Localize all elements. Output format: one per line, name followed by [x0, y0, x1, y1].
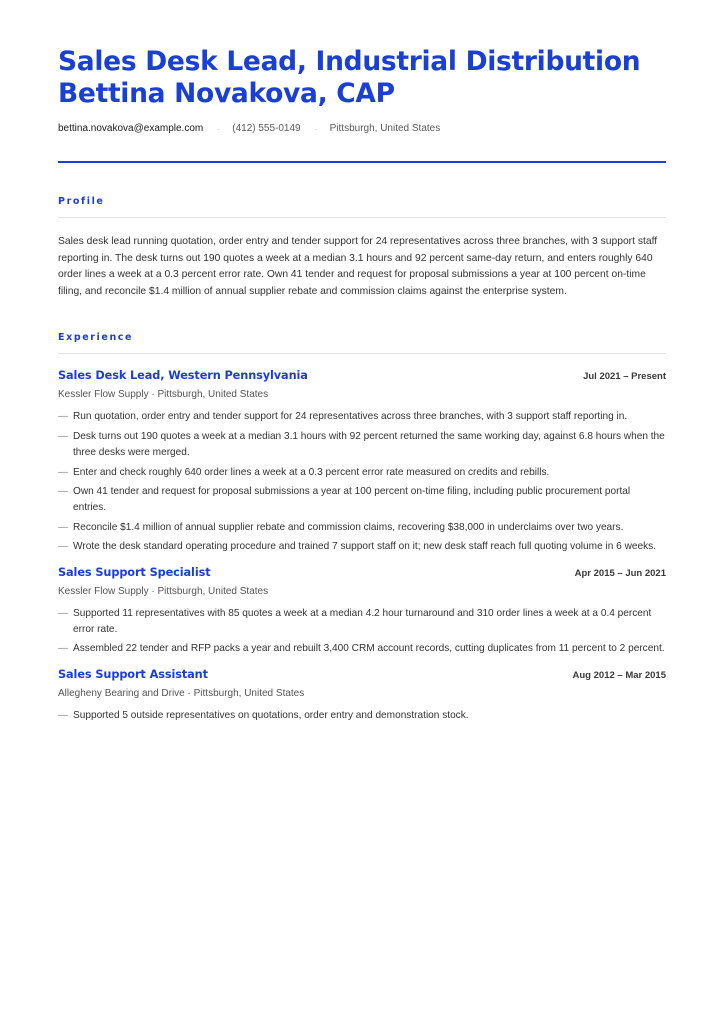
achievement-item [58, 409, 666, 425]
experience-entry [58, 368, 666, 555]
achievement-item [58, 484, 666, 517]
job-company: Kessler Flow Supply · Pittsburgh, United States [58, 389, 269, 401]
experience-section [58, 332, 666, 724]
experience-entry [58, 667, 666, 724]
achievement-item [58, 465, 666, 481]
section-heading-experience: Experience [58, 332, 134, 344]
job-title: Sales Support Specialist [58, 565, 211, 579]
section-divider [58, 217, 666, 218]
achievement-item [58, 429, 666, 462]
achievement-list [58, 606, 666, 658]
bullet-marker: — [58, 541, 69, 553]
achievement-item [58, 708, 666, 724]
achievement-text: Assembled 22 tender and RFP packs a year and rebuilt 3,400 CRM account records, cutting duplicates from 11 percent to 2 percent. [73, 643, 665, 655]
contact-line [58, 122, 666, 136]
bullet-marker: — [58, 466, 69, 478]
bullet-marker: — [58, 643, 69, 655]
achievement-list [58, 708, 666, 724]
profile-section [58, 196, 666, 300]
entry-header [58, 565, 666, 581]
job-title: Sales Desk Lead, Western Pennsylvania [58, 369, 308, 383]
bullet-marker: — [58, 486, 69, 497]
profile-summary: Sales desk lead running quotation, order entry and tender support for 24 representatives across three branches, with 3 support staff reporting in. The desk turns out 190 quotes a week at a median 3.1 hours and 92 percent same-day return, and enters roughly 640 order lines a week at a 0.3 percent error rate. Own 41 tender and request for proposal submissions a year at 100 percent on-time filing, and reconcile $1.4 million of annual supplier rebate and commission claims against the enterprise system. [58, 236, 658, 297]
section-divider [58, 353, 666, 354]
bullet-marker: — [58, 521, 69, 533]
job-dates: Jul 2021 – Present [583, 371, 666, 383]
resume-title: Sales Desk Lead, Industrial Distribution [58, 46, 641, 77]
header-divider [58, 161, 666, 163]
contact-separator: · [217, 124, 221, 134]
achievement-text: Own 41 tender and request for proposal submissions a year at 100 percent on-time filing, including public procurement portal entries. [73, 486, 631, 514]
job-company: Kessler Flow Supply · Pittsburgh, United States [58, 585, 269, 597]
bullet-marker: — [58, 430, 69, 442]
job-company: Allegheny Bearing and Drive · Pittsburgh, United States [58, 687, 305, 699]
bullet-marker: — [58, 709, 69, 721]
achievement-text: Wrote the desk standard operating procedure and trained 7 support staff on it; new desk staff reach full quoting volume in 6 weeks. [73, 541, 656, 553]
achievement-text: Run quotation, order entry and tender support for 24 representatives across three branches, with 3 support staff reporting in. [73, 411, 628, 423]
entry-header [58, 667, 666, 683]
achievement-item [58, 520, 666, 536]
bullet-marker: — [58, 411, 69, 423]
contact-phone[interactable]: (412) 555-0149 [232, 123, 301, 134]
achievement-item [58, 539, 666, 555]
candidate-name: Bettina Novakova, CAP [58, 78, 395, 109]
contact-location: Pittsburgh, United States [329, 123, 441, 134]
job-title: Sales Support Assistant [58, 667, 208, 681]
contact-email[interactable]: bettina.novakova@example.com [58, 123, 204, 134]
entry-header [58, 368, 666, 384]
achievement-text: Supported 5 outside representatives on quotations, order entry and demonstration stock. [73, 709, 469, 721]
achievement-item [58, 641, 666, 657]
resume-page [58, 46, 666, 727]
achievement-list [58, 409, 666, 555]
job-dates: Apr 2015 – Jun 2021 [574, 567, 666, 579]
job-dates: Aug 2012 – Mar 2015 [572, 669, 666, 681]
contact-separator: · [314, 124, 318, 134]
experience-entry [58, 565, 666, 658]
achievement-text: Reconcile $1.4 million of annual supplier rebate and commission claims, recovering $38,000 in underclaims over two years. [73, 521, 624, 533]
achievement-text: Desk turns out 190 quotes a week at a median 3.1 hours with 92 percent returned the same working day, against 6.8 hours when the three desks were merged. [73, 430, 665, 459]
resume-header [58, 46, 666, 163]
achievement-item [58, 606, 666, 639]
achievement-text: Supported 11 representatives with 85 quotes a week at a median 4.2 hour turnaround and 310 order lines a week at a 0.4 percent error rate. [73, 607, 652, 636]
achievement-text: Enter and check roughly 640 order lines a week at a 0.3 percent error rate measured on credits and rebills. [73, 466, 550, 478]
bullet-marker: — [58, 607, 69, 619]
section-heading-profile: Profile [58, 196, 105, 207]
